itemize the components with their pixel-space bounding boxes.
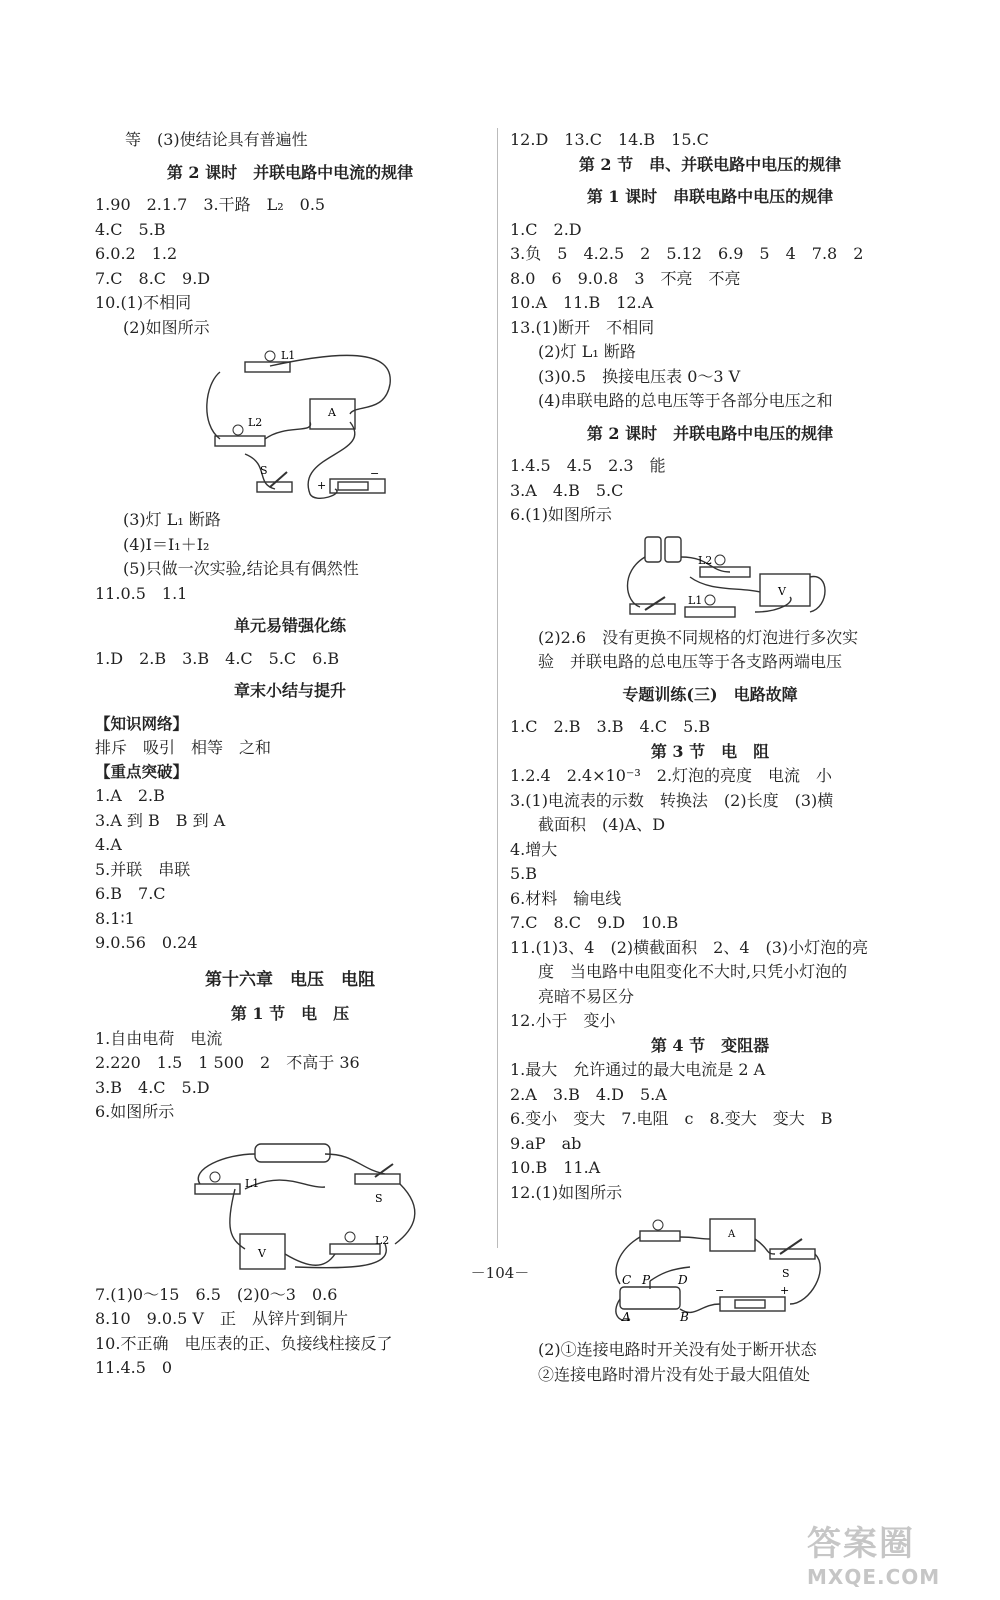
figure-label: L1: [245, 1176, 260, 1190]
answer-line: 排斥 吸引 相等 之和: [95, 737, 272, 757]
figure-label: −: [370, 467, 380, 480]
answer-line: 1.C 2.B 3.B 4.C 5.B: [510, 717, 711, 736]
figure-label: V: [258, 1246, 266, 1260]
figure-label: P: [642, 1273, 651, 1287]
answer-line: (2)2.6 没有更换不同规格的灯泡进行多次实: [538, 627, 859, 647]
answer-line: 亮暗不易区分: [538, 986, 635, 1006]
answer-line: 10.不正确 电压表的正、负接线柱接反了: [95, 1333, 393, 1353]
answer-line: 10.A 11.B 12.A: [510, 293, 654, 312]
answer-line: 5.并联 串联: [95, 859, 191, 879]
circuit-diagram: [95, 344, 485, 504]
answer-line: 8.1∶1: [95, 908, 135, 928]
section-heading: 章末小结与提升: [233, 681, 346, 700]
figure-label: L2: [248, 416, 263, 429]
figure-label: L2: [375, 1233, 390, 1247]
section-heading: 第 4 节 变阻器: [650, 1035, 770, 1055]
figure-label: B: [680, 1310, 689, 1324]
answer-line: 9.0.56 0.24: [95, 933, 198, 952]
answer-line: 7.C 8.C 9.D: [95, 268, 211, 288]
answer-line: 5.B: [510, 864, 538, 883]
answer-line: (4)串联电路的总电压等于各部分电压之和: [538, 391, 833, 410]
answer-line: (2)灯 L₁ 断路: [538, 342, 636, 361]
page-number: －104－: [470, 1264, 530, 1282]
figure-label: +: [317, 479, 327, 492]
figure-label: V: [778, 584, 786, 598]
circuit-figure-voltage: [95, 1129, 485, 1279]
answer-line: 12.D 13.C 14.B 15.C: [510, 130, 709, 149]
answer-line: 11.(1)3、4 (2)横截面积 2、4 (3)小灯泡的亮: [510, 937, 869, 957]
section-heading: 第 2 节 串、并联电路中电压的规律: [578, 154, 842, 174]
figure-label: S: [782, 1267, 790, 1280]
section-heading: 单元易错强化练: [233, 616, 346, 635]
section-heading: 专题训练(三) 电路故障: [622, 684, 798, 704]
answer-line: (3)灯 L₁ 断路: [123, 510, 221, 529]
figure-label: S: [260, 464, 268, 477]
circuit-figure-parallel-voltage: [510, 532, 910, 622]
answer-line: (5)只做一次实验,结论具有偶然性: [123, 559, 359, 578]
answer-line: (4)I＝I₁＋I₂: [123, 534, 210, 554]
answer-line: 12.(1)如图所示: [510, 1182, 623, 1202]
answer-line: 1.2.4 2.4×10⁻³ 2.灯泡的亮度 电流 小: [510, 766, 833, 785]
answer-line: 2.220 1.5 1 500 2 不高于 36: [95, 1053, 360, 1072]
answer-line: 6.0.2 1.2: [95, 244, 178, 263]
subsection-label: 【知识网络】: [95, 713, 189, 733]
answer-line: 6.B 7.C: [95, 884, 166, 903]
figure-label: A: [622, 1310, 631, 1324]
answer-line: 1.自由电荷 电流: [95, 1028, 223, 1048]
answer-line: 1.C 2.D: [510, 219, 582, 239]
watermark-logo: [807, 1516, 982, 1589]
section-heading: 第 1 节 电 压: [230, 1004, 350, 1023]
subsection-label: 【重点突破】: [95, 762, 189, 781]
answer-line: 8.10 9.0.5 V 正 从锌片到铜片: [95, 1309, 348, 1328]
chapter-heading: 第十六章 电压 电阻: [205, 969, 375, 990]
answer-line: 10.B 11.A: [510, 1158, 601, 1177]
answer-line: 2.A 3.B 4.D 5.A: [510, 1084, 667, 1104]
section-heading: 第 1 课时 串联电路中电压的规律: [586, 187, 834, 206]
answer-line: 6.如图所示: [95, 1102, 175, 1121]
circuit-diagram: [510, 532, 910, 622]
answer-line: 6.变小 变大 7.电阻 c 8.变大 变大 B: [510, 1109, 833, 1128]
answer-line: 1.最大 允许通过的最大电流是 2 A: [510, 1060, 766, 1079]
answer-line: 6.材料 输电线: [510, 888, 622, 908]
figure-label: +: [780, 1284, 790, 1297]
answer-line: (2)如图所示: [123, 317, 210, 337]
figure-label: C: [622, 1273, 632, 1287]
answer-line: 1.A 2.B: [95, 786, 165, 805]
figure-label: A: [328, 406, 336, 419]
answer-line: 7.(1)0～15 6.5 (2)0～3 0.6: [95, 1284, 338, 1304]
watermark-url: MXQE.COM: [807, 1565, 941, 1589]
figure-label: A: [728, 1229, 736, 1240]
answer-line: 3.A 到 B B 到 A: [95, 810, 226, 830]
section-heading: 第 2 课时 并联电路中电流的规律: [166, 162, 414, 182]
watermark-text: 答案圈: [807, 1524, 915, 1564]
answer-line: 验 并联电路的总电压等于各支路两端电压: [538, 652, 843, 671]
answer-line: 10.(1)不相同: [95, 293, 192, 312]
answer-line: 9.aP ab: [510, 1133, 582, 1153]
answer-line: 6.(1)如图所示: [510, 505, 612, 524]
answer-line: 1.D 2.B 3.B 4.C 5.C 6.B: [95, 648, 340, 668]
answer-line: 1.90 2.1.7 3.干路 L₂ 0.5: [95, 195, 326, 214]
left-column: [95, 128, 485, 1381]
answer-line: (2)①连接电路时开关没有处于断开状态: [538, 1340, 817, 1359]
circuit-diagram: [95, 1129, 485, 1279]
figure-label: −: [715, 1284, 725, 1297]
answer-line: 3.(1)电流表的示数 转换法 (2)长度 (3)横: [510, 790, 834, 810]
column-divider: [497, 128, 498, 1248]
section-heading: 第 2 课时 并联电路中电压的规律: [586, 423, 834, 443]
figure-label: L2: [698, 553, 713, 567]
answer-line: 4.C 5.B: [95, 219, 166, 239]
answer-line: 13.(1)断开 不相同: [510, 317, 655, 337]
answer-line: 3.B 4.C 5.D: [95, 1077, 210, 1097]
section-heading: 第 3 节 电 阻: [650, 741, 770, 761]
circuit-figure-parallel-current: [95, 344, 485, 504]
answer-line: 4.增大: [510, 839, 558, 859]
answer-line: 7.C 8.C 9.D 10.B: [510, 913, 679, 932]
answer-line: 4.A: [95, 835, 122, 854]
answer-line: 11.0.5 1.1: [95, 583, 188, 603]
answer-line: 度 当电路中电阻变化不大时,只凭小灯泡的: [538, 962, 848, 981]
answer-line: 3.负 5 4.2.5 2 5.12 6.9 5 4 7.8 2: [510, 244, 864, 263]
answer-line: (3)0.5 换接电压表 0～3 V: [538, 366, 741, 386]
figure-label: S: [375, 1191, 383, 1205]
answer-line: 8.0 6 9.0.8 3 不亮 不亮: [510, 268, 741, 288]
figure-label: L1: [281, 349, 296, 362]
answer-line: 截面积 (4)A、D: [538, 815, 666, 834]
answer-line: 等 (3)使结论具有普遍性: [125, 130, 308, 149]
right-column: [510, 128, 910, 1387]
answer-line: 12.小于 变小: [510, 1011, 616, 1030]
figure-label: L1: [688, 593, 703, 607]
answer-line: 3.A 4.B 5.C: [510, 480, 624, 500]
answer-line: 1.4.5 4.5 2.3 能: [510, 456, 666, 475]
answer-line: ②连接电路时滑片没有处于最大阻值处: [538, 1364, 811, 1384]
answer-line: 11.4.5 0: [95, 1358, 173, 1377]
figure-label: D: [678, 1273, 688, 1287]
